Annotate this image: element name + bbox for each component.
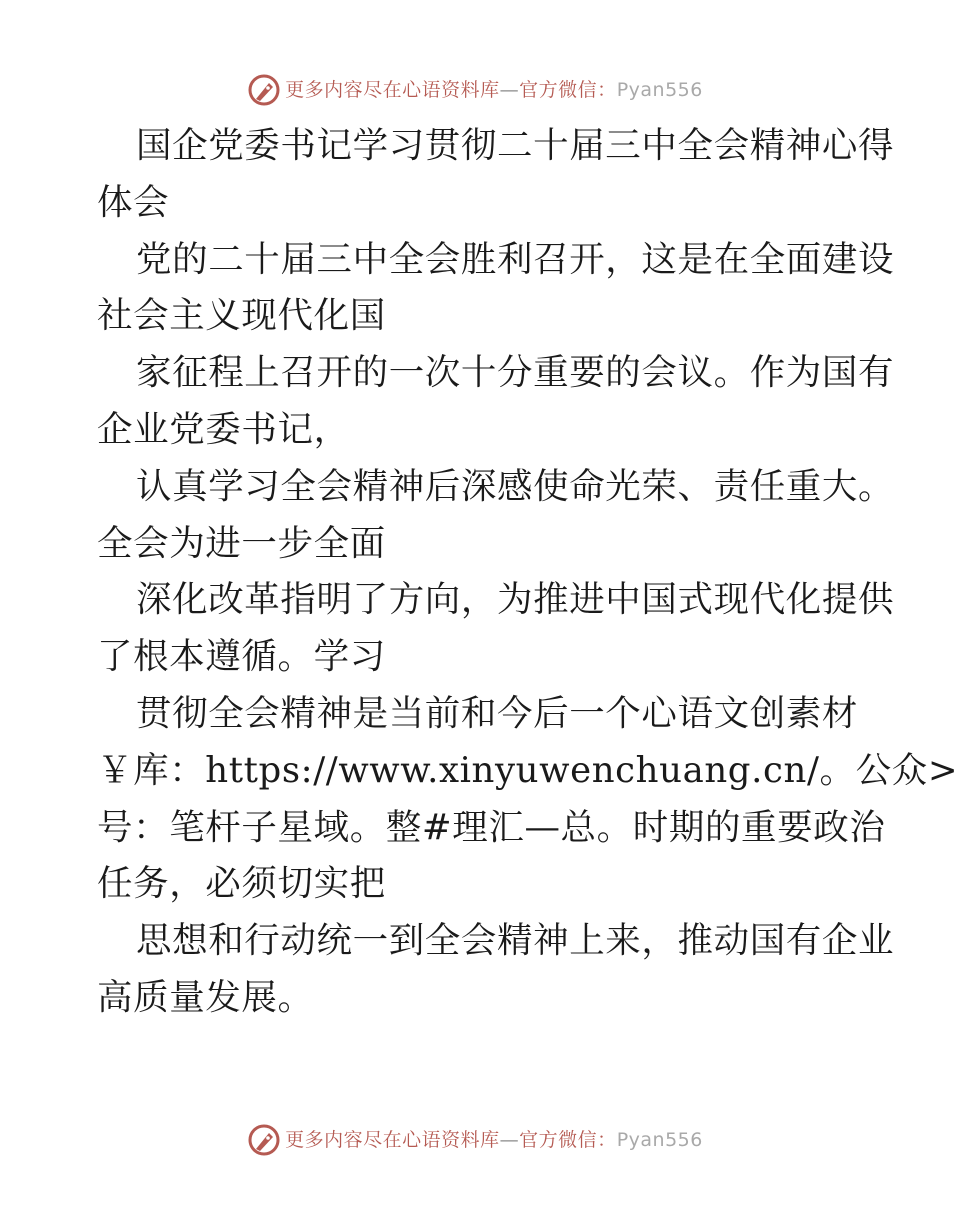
text-line: 了根本遵循。学习 <box>97 636 386 678</box>
text-line: 贯彻全会精神是当前和今后一个心语文创素材 <box>136 692 859 734</box>
text-line: 高质量发展。 <box>97 976 314 1018</box>
banner-text <box>285 1128 703 1152</box>
footer-banner <box>0 1120 950 1160</box>
banner-text <box>285 78 703 102</box>
text-line: 体会 <box>97 181 170 223</box>
banner-separator: — <box>499 1129 520 1151</box>
text-line: 国企党委书记学习贯彻二十届三中全会精神心得 <box>136 125 895 166</box>
pen-nib-circle-logo-icon <box>247 73 281 107</box>
text-line: 企业党委书记， <box>97 408 350 450</box>
banner-separator: — <box>499 79 520 101</box>
text-line: 全会为进一步全面 <box>97 522 386 564</box>
document-body <box>97 118 958 1027</box>
banner-wechat-id: Pyan556 <box>616 1129 703 1151</box>
banner-wechat-id: Pyan556 <box>616 79 703 101</box>
text-line: 家征程上召开的一次十分重要的会议。作为国有 <box>136 352 895 394</box>
banner-wechat-label: 官方微信： <box>519 1129 617 1151</box>
banner-site-text: 更多内容尽在心语资料库 <box>285 1129 500 1151</box>
header-banner <box>0 70 950 110</box>
banner-wechat-label: 官方微信： <box>519 79 617 101</box>
text-line: 认真学习全会精神后深感使命光荣、责任重大。 <box>136 465 895 507</box>
text-line: 社会主义现代化国 <box>97 295 386 337</box>
banner-site-text: 更多内容尽在心语资料库 <box>285 79 500 101</box>
text-line: ￥库：https://www.xinyuwenchuang.cn/。公众> <box>97 749 958 791</box>
text-line: 党的二十届三中全会胜利召开，这是在全面建设 <box>136 238 895 280</box>
pen-nib-circle-logo-icon <box>247 1123 281 1157</box>
text-line: 号：笔杆子星域。整#理汇—总。时期的重要政治 <box>97 806 886 848</box>
text-line: 思想和行动统一到全会精神上来，推动国有企业 <box>136 920 895 962</box>
text-line: 深化改革指明了方向，为推进中国式现代化提供 <box>136 579 895 621</box>
text-line: 任务，必须切实把 <box>97 863 386 905</box>
